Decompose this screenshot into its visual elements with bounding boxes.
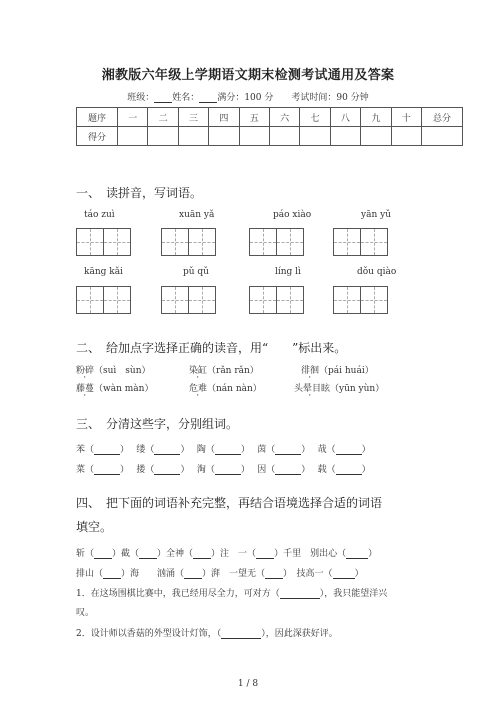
score-cell	[422, 127, 463, 146]
writing-grid[interactable]	[76, 286, 131, 314]
pinyin-label: líng lì	[275, 267, 301, 277]
writing-cell[interactable]	[161, 286, 189, 314]
full-score: 满分：100 分	[217, 93, 274, 103]
answer-blank[interactable]	[333, 570, 355, 579]
score-header-cell: 八	[330, 108, 360, 127]
writing-cell[interactable]	[103, 228, 131, 256]
group-char: 载	[317, 465, 327, 475]
score-cell	[148, 127, 178, 146]
pinyin-label: yān yǔ	[361, 210, 391, 220]
writing-cell[interactable]	[360, 228, 388, 256]
score-header-cell: 四	[209, 108, 239, 127]
answer-blank[interactable]	[256, 550, 274, 559]
score-cell	[300, 127, 330, 146]
score-row-label: 得分	[77, 127, 118, 146]
group-char: 苯	[76, 445, 86, 455]
answer-blank[interactable]	[275, 466, 301, 475]
name-blank	[199, 94, 217, 103]
idiom-row: 排山（ ）海 汹涌（ ）湃 一望无（ ） 技高一（ ）	[76, 569, 364, 579]
question-2: 2．设计师以香菇的外型设计灯饰，（ ），因此深获好评。	[76, 629, 338, 639]
answer-blank[interactable]	[280, 590, 320, 599]
writing-cell[interactable]	[188, 228, 216, 256]
writing-grid[interactable]	[161, 286, 216, 314]
page-title: 湘教版六年级上学期语文期末检测考试通用及答案	[101, 68, 395, 83]
answer-blank[interactable]	[154, 446, 180, 455]
section-4-title-line1: 四、 把下面的词语补充完整，再结合语境选择合适的词语	[76, 496, 383, 510]
writing-cell[interactable]	[103, 286, 131, 314]
writing-grid[interactable]	[333, 228, 388, 256]
score-cell	[178, 127, 208, 146]
score-header-cell: 七	[300, 108, 330, 127]
writing-cell[interactable]	[76, 286, 104, 314]
name-label: 姓名：	[172, 93, 200, 103]
writing-grid[interactable]	[161, 228, 216, 256]
reading-item: 粉碎（suì sùn）	[76, 366, 151, 376]
score-cell	[330, 127, 360, 146]
exam-time: 考试时间：90 分钟	[291, 93, 369, 103]
writing-cell[interactable]	[333, 286, 361, 314]
group-char: 哉	[317, 445, 327, 455]
writing-grid[interactable]	[76, 228, 131, 256]
class-blank	[154, 94, 172, 103]
score-header-cell: 三	[178, 108, 208, 127]
writing-cell[interactable]	[276, 228, 304, 256]
score-cell	[209, 127, 239, 146]
answer-blank[interactable]	[265, 570, 283, 579]
answer-blank[interactable]	[336, 466, 362, 475]
answer-blank[interactable]	[94, 446, 120, 455]
section-4-title-line2: 填空。	[76, 520, 113, 534]
reading-item: 危难（nán nàn）	[189, 384, 262, 394]
score-cell	[118, 127, 148, 146]
group-char: 茵	[257, 445, 267, 455]
writing-cell[interactable]	[276, 286, 304, 314]
score-header-cell: 六	[269, 108, 299, 127]
pinyin-label: xuān yǎ	[179, 210, 215, 220]
score-header-cell: 十	[391, 108, 421, 127]
group-char: 因	[257, 465, 267, 475]
score-cell	[361, 127, 391, 146]
score-header-cell: 一	[118, 108, 148, 127]
reading-item: 染缸（rǎn rǎn）	[189, 366, 259, 376]
class-label: 班级：	[127, 93, 155, 103]
answer-blank[interactable]	[336, 446, 362, 455]
score-table	[76, 107, 463, 146]
pinyin-label: kāng kǎi	[84, 267, 123, 277]
answer-blank[interactable]	[154, 466, 180, 475]
writing-grid[interactable]	[249, 228, 304, 256]
section-1-title: 一、 读拼音，写词语。	[76, 186, 203, 200]
answer-blank[interactable]	[346, 550, 368, 559]
writing-cell[interactable]	[76, 228, 104, 256]
score-table-header-row	[77, 108, 463, 127]
reading-item: 头晕目眩（yūn yùn）	[294, 384, 385, 394]
writing-cell[interactable]	[161, 228, 189, 256]
page-number: 1 / 8	[237, 679, 259, 689]
question-1-cont: 叹。	[76, 608, 95, 618]
section-2-title: 二、 给加点字选择正确的读音，用“ ”标出来。	[76, 341, 347, 355]
writing-grid[interactable]	[249, 286, 304, 314]
answer-blank[interactable]	[139, 550, 157, 559]
pinyin-label: táo zuì	[84, 210, 115, 220]
answer-blank[interactable]	[215, 466, 241, 475]
answer-blank[interactable]	[94, 550, 112, 559]
question-1: 1．在这场围棋比赛中，我已经用尽全力，可对方（ ），我只能望洋兴	[76, 589, 388, 599]
score-cell	[391, 127, 421, 146]
exam-info-line	[0, 90, 496, 103]
answer-blank[interactable]	[193, 550, 211, 559]
answer-blank[interactable]	[94, 466, 120, 475]
answer-blank[interactable]	[275, 446, 301, 455]
score-header-cell: 总分	[422, 108, 463, 127]
answer-blank[interactable]	[103, 570, 121, 579]
idiom-row: 斩（ ）截（ ）全神（ ）注 一（ ）千里 别出心（ ）	[76, 549, 378, 559]
score-header-cell: 二	[148, 108, 178, 127]
group-char: 菜	[76, 465, 86, 475]
score-cell	[269, 127, 299, 146]
group-char: 搂	[136, 465, 146, 475]
writing-cell[interactable]	[360, 286, 388, 314]
score-cell	[239, 127, 269, 146]
score-header-cell: 题序	[77, 108, 118, 127]
writing-cell[interactable]	[249, 286, 277, 314]
answer-blank[interactable]	[215, 446, 241, 455]
score-header-cell: 五	[239, 108, 269, 127]
writing-cell[interactable]	[249, 228, 277, 256]
score-table-score-row	[77, 127, 463, 146]
word-group-row: 菜（ ） 搂（ ） 淘（ ） 因（ ） 载（ ）	[76, 465, 371, 475]
group-char: 淘	[196, 465, 206, 475]
pinyin-label: dǒu qiào	[357, 267, 397, 277]
writing-grid[interactable]	[333, 286, 388, 314]
reading-item: 藤蔓（wàn màn）	[76, 384, 154, 394]
writing-cell[interactable]	[333, 228, 361, 256]
answer-blank[interactable]	[184, 570, 202, 579]
pinyin-label: pǔ qǔ	[183, 267, 209, 277]
pinyin-label: páo xiào	[273, 210, 312, 220]
word-group-row: 苯（ ） 缕（ ） 陶（ ） 茵（ ） 哉（ ）	[76, 445, 371, 455]
group-char: 陶	[196, 445, 206, 455]
group-char: 缕	[136, 445, 146, 455]
reading-item: 徘徊（pái huái）	[301, 366, 374, 376]
answer-blank[interactable]	[221, 630, 261, 639]
writing-cell[interactable]	[188, 286, 216, 314]
section-3-title: 三、 分清这些字，分别组词。	[76, 417, 239, 431]
score-header-cell: 九	[361, 108, 391, 127]
